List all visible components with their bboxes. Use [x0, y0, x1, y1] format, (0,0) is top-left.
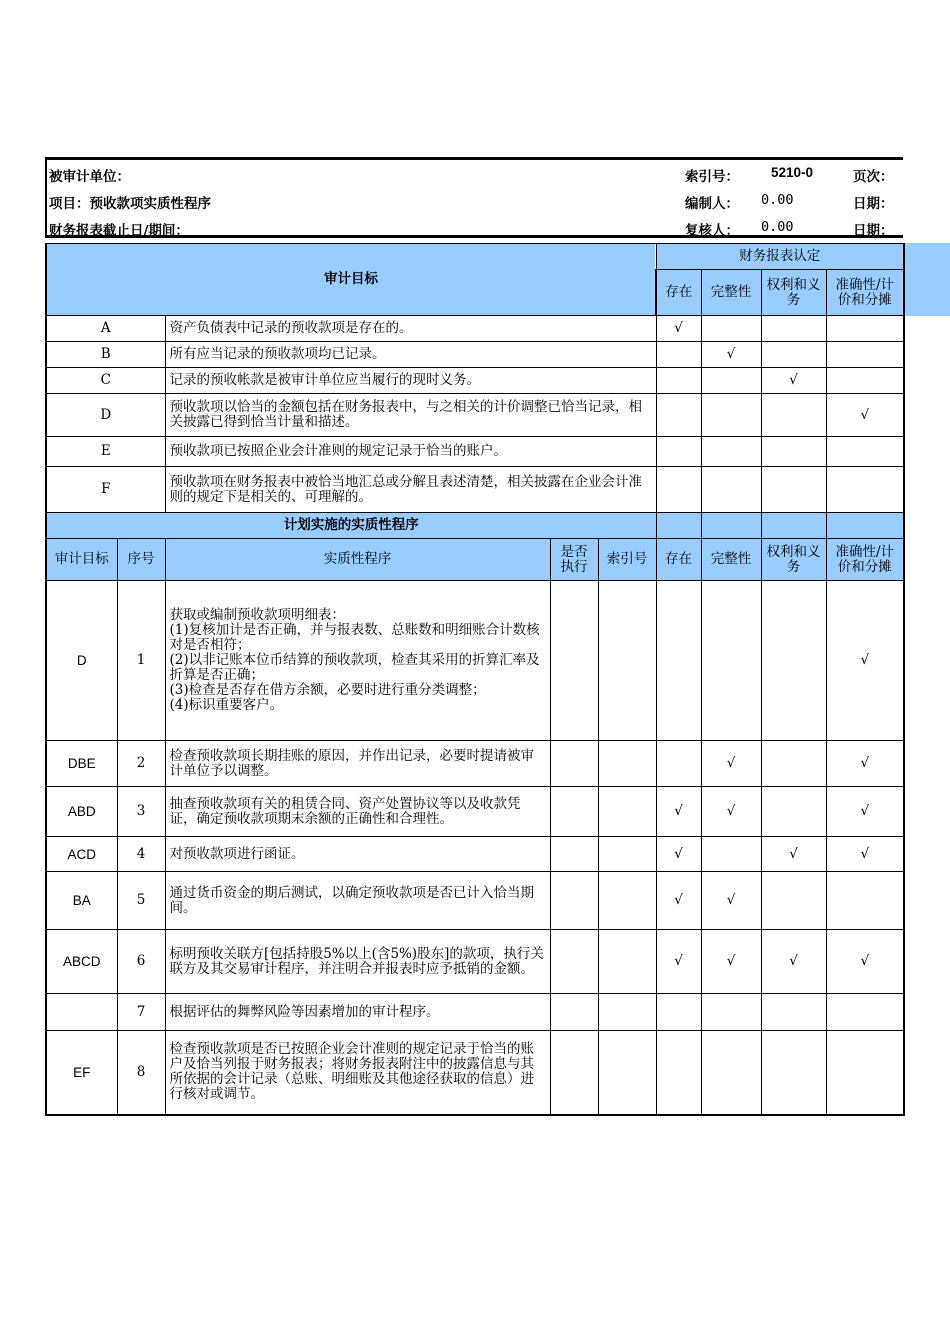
mark-exist	[656, 994, 701, 1031]
objective-code: F	[46, 467, 165, 513]
mark-rights	[761, 581, 826, 741]
procedure-text	[165, 1031, 550, 1115]
col-index: 索引号	[598, 539, 656, 581]
mark-complete	[701, 994, 761, 1031]
objective-text: 资产负债表中记录的预收款项是存在的。	[165, 316, 656, 342]
procedure-line: 标明预收关联方[包括持股5%以上(含5%)股东]的款项，执行关联方及其交易审计程序，并注明合并报表时应予抵销的金额。	[169, 945, 544, 977]
procedure-text	[165, 930, 550, 994]
procedure-seq: 4	[117, 837, 165, 872]
mark-rights	[761, 741, 826, 787]
header-row-2	[45, 187, 903, 213]
procedure-row	[46, 1031, 904, 1115]
mark-accuracy	[826, 437, 904, 467]
index-label: 索引号：	[685, 169, 739, 185]
mark-complete	[701, 837, 761, 872]
procedure-line: (4)标识重要客户。	[169, 697, 284, 713]
objective-text: 记录的预收帐款是被审计单位应当履行的现时义务。	[165, 368, 656, 394]
procedure-text	[165, 872, 550, 930]
mark-exist: √	[656, 930, 701, 994]
mark-accuracy: √	[826, 581, 904, 741]
project-label: 项目：预收款项实质性程序	[49, 196, 211, 212]
objective-code: C	[46, 368, 165, 394]
index-cell[interactable]	[598, 1031, 656, 1115]
procedure-seq: 6	[117, 930, 165, 994]
executed-cell[interactable]	[550, 741, 598, 787]
period-label: 财务报表截止日/期间：	[49, 223, 189, 239]
mark-complete	[701, 368, 761, 394]
objectives-title: 审计目标	[46, 244, 656, 316]
mark-rights: √	[761, 837, 826, 872]
executed-cell[interactable]	[550, 930, 598, 994]
mark-complete	[701, 1031, 761, 1115]
mark-rights	[761, 467, 826, 513]
executed-cell[interactable]	[550, 872, 598, 930]
procedures-section-title: 计划实施的实质性程序	[46, 513, 656, 539]
mark-complete	[701, 394, 761, 437]
col-executed: 是否执行	[550, 539, 598, 581]
objective-row	[46, 316, 904, 342]
procedure-seq: 7	[117, 994, 165, 1031]
procedure-row	[46, 994, 904, 1031]
procedure-seq: 1	[117, 581, 165, 741]
objective-row	[46, 394, 904, 437]
procedure-line: (2)以非记账本位币结算的预收款项，检查其采用的折算汇率及折算是否正确；	[169, 652, 540, 683]
mark-exist	[656, 437, 701, 467]
preparer-value: 0.00	[761, 192, 794, 208]
index-cell[interactable]	[598, 787, 656, 837]
objective-row	[46, 342, 904, 368]
procedure-line: 根据评估的舞弊风险等因素增加的审计程序。	[169, 1003, 440, 1020]
procedure-row	[46, 787, 904, 837]
date-label-reviewer: 日期：	[853, 223, 894, 239]
date-label-preparer: 日期：	[853, 196, 894, 212]
mark-exist: √	[656, 872, 701, 930]
reviewer-value: 0.00	[761, 219, 794, 235]
mark-accuracy: √	[826, 837, 904, 872]
mark-exist	[656, 467, 701, 513]
mark-complete	[701, 467, 761, 513]
executed-cell[interactable]	[550, 837, 598, 872]
procedure-objective: ACD	[46, 837, 117, 872]
procedure-text	[165, 994, 550, 1031]
col-objective: 审计目标	[46, 539, 117, 581]
assertion-accuracy: 准确性/计价和分摊	[826, 270, 904, 316]
procedures-section-row	[46, 513, 904, 539]
objective-row	[46, 467, 904, 513]
procedure-line: 通过货币资金的期后测试，以确定预收款项是否已计入恰当期间。	[169, 884, 534, 916]
mark-rights: √	[761, 930, 826, 994]
procedure-line: 抽查预收款项有关的租赁合同、资产处置协议等以及收款凭证，确定预收款项期末余额的正确性和合理性。	[169, 795, 521, 827]
objective-row	[46, 437, 904, 467]
mark-rights	[761, 787, 826, 837]
mark-exist	[656, 1031, 701, 1115]
mark-complete: √	[701, 872, 761, 930]
mark-rights	[761, 394, 826, 437]
procedure-line: 检查预收款项长期挂账的原因，并作出记录，必要时提请被审计单位予以调整。	[169, 747, 534, 779]
executed-cell[interactable]	[550, 994, 598, 1031]
mark-complete: √	[701, 787, 761, 837]
procedure-seq: 5	[117, 872, 165, 930]
procedure-row	[46, 741, 904, 787]
mark-rights	[761, 1031, 826, 1115]
mark-complete: √	[701, 930, 761, 994]
procedure-objective	[46, 994, 117, 1031]
mark-accuracy: √	[826, 741, 904, 787]
procedure-line: 对预收款项进行函证。	[169, 845, 305, 862]
procedure-objective: DBE	[46, 741, 117, 787]
page-label: 页次：	[853, 169, 894, 185]
procedure-line: 获取或编制预收款项明细表：	[169, 607, 345, 623]
objective-text: 预收款项在财务报表中被恰当地汇总或分解且表述清楚，相关披露在企业会计准则的规定下是相关的、可理解的。	[165, 467, 656, 513]
blue-fill-cell	[656, 513, 701, 539]
col-procedure: 实质性程序	[165, 539, 550, 581]
objective-code: D	[46, 394, 165, 437]
blue-fill-cell	[761, 513, 826, 539]
mark-exist: √	[656, 316, 701, 342]
procedure-objective: ABCD	[46, 930, 117, 994]
procedure-row	[46, 837, 904, 872]
mark-accuracy	[826, 368, 904, 394]
mark-accuracy	[826, 994, 904, 1031]
mark-rights	[761, 872, 826, 930]
procedure-objective: EF	[46, 1031, 117, 1115]
mark-exist	[656, 342, 701, 368]
procedure-objective: D	[46, 581, 117, 741]
index-cell[interactable]	[598, 741, 656, 787]
reviewer-label: 复核人：	[685, 223, 739, 239]
objective-code: A	[46, 316, 165, 342]
mark-exist	[656, 741, 701, 787]
objective-text: 预收款项以恰当的金额包括在财务报表中，与之相关的计价调整已恰当记录，相关披露已得到恰当计量和描述。	[165, 394, 656, 437]
preparer-label: 编制人：	[685, 196, 739, 212]
index-cell[interactable]	[598, 930, 656, 994]
mark-accuracy	[826, 342, 904, 368]
mark-rights	[761, 437, 826, 467]
mark-accuracy	[826, 1031, 904, 1115]
procedure-text	[165, 581, 550, 741]
objective-text: 预收款项已按照企业会计准则的规定记录于恰当的账户。	[165, 437, 656, 467]
index-cell[interactable]	[598, 994, 656, 1031]
index-value: 5210-0	[771, 165, 814, 180]
header-row-3	[45, 214, 903, 240]
procedure-line: (1)复核加计是否正确，并与报表数、总账数和明细账合计数核对是否相符；	[169, 622, 540, 653]
assertion-complete: 完整性	[701, 270, 761, 316]
objective-code: E	[46, 437, 165, 467]
document-header	[45, 157, 903, 238]
mark-accuracy	[826, 467, 904, 513]
executed-cell[interactable]	[550, 581, 598, 741]
procedure-row	[46, 581, 904, 741]
procedure-text	[165, 837, 550, 872]
audited-unit-label: 被审计单位：	[49, 169, 130, 185]
procedure-text	[165, 787, 550, 837]
header-row-1	[45, 160, 903, 186]
mark-accuracy: √	[826, 787, 904, 837]
mark-rights: √	[761, 368, 826, 394]
mark-exist	[656, 368, 701, 394]
executed-cell[interactable]	[550, 1031, 598, 1115]
assertion-exist: 存在	[656, 270, 701, 316]
index-cell[interactable]	[598, 581, 656, 741]
procedure-row	[46, 872, 904, 930]
mark-accuracy	[826, 316, 904, 342]
col-seq: 序号	[117, 539, 165, 581]
side-fill-cell	[905, 243, 950, 316]
col-rights: 权利和义务	[761, 539, 826, 581]
audit-program-table	[45, 243, 905, 1116]
col-complete: 完整性	[701, 539, 761, 581]
mark-complete: √	[701, 741, 761, 787]
index-cell[interactable]	[598, 837, 656, 872]
mark-exist	[656, 394, 701, 437]
mark-exist	[656, 581, 701, 741]
objectives-header-row-1	[46, 244, 904, 270]
mark-complete: √	[701, 342, 761, 368]
procedure-row	[46, 930, 904, 994]
mark-accuracy	[826, 872, 904, 930]
objective-row	[46, 368, 904, 394]
mark-exist: √	[656, 837, 701, 872]
assertions-group-title: 财务报表认定	[656, 244, 904, 270]
procedure-text	[165, 741, 550, 787]
index-cell[interactable]	[598, 872, 656, 930]
procedures-header-row	[46, 539, 904, 581]
mark-rights	[761, 994, 826, 1031]
col-accuracy: 准确性/计价和分摊	[826, 539, 904, 581]
mark-exist: √	[656, 787, 701, 837]
procedure-objective: BA	[46, 872, 117, 930]
mark-rights	[761, 316, 826, 342]
procedure-line: (3)检查是否存在借方余额，必要时进行重分类调整；	[169, 682, 486, 698]
procedure-seq: 8	[117, 1031, 165, 1115]
mark-complete	[701, 581, 761, 741]
col-exist: 存在	[656, 539, 701, 581]
objective-text: 所有应当记录的预收款项均已记录。	[165, 342, 656, 368]
procedure-seq: 3	[117, 787, 165, 837]
procedure-seq: 2	[117, 741, 165, 787]
mark-accuracy: √	[826, 394, 904, 437]
blue-fill-cell	[826, 513, 904, 539]
mark-complete	[701, 437, 761, 467]
mark-rights	[761, 342, 826, 368]
assertion-rights: 权利和义务	[761, 270, 826, 316]
mark-complete	[701, 316, 761, 342]
executed-cell[interactable]	[550, 787, 598, 837]
procedure-line: 检查预收款项是否已按照企业会计准则的规定记录于恰当的账户及恰当列报于财务报表；将财务报表附注中的披露信息与其所依据的会计记录（总账、明细账及其他途径获取的信息）进行核对或调节。	[169, 1041, 534, 1103]
procedure-objective: ABD	[46, 787, 117, 837]
mark-accuracy: √	[826, 930, 904, 994]
objective-code: B	[46, 342, 165, 368]
blue-fill-cell	[701, 513, 761, 539]
